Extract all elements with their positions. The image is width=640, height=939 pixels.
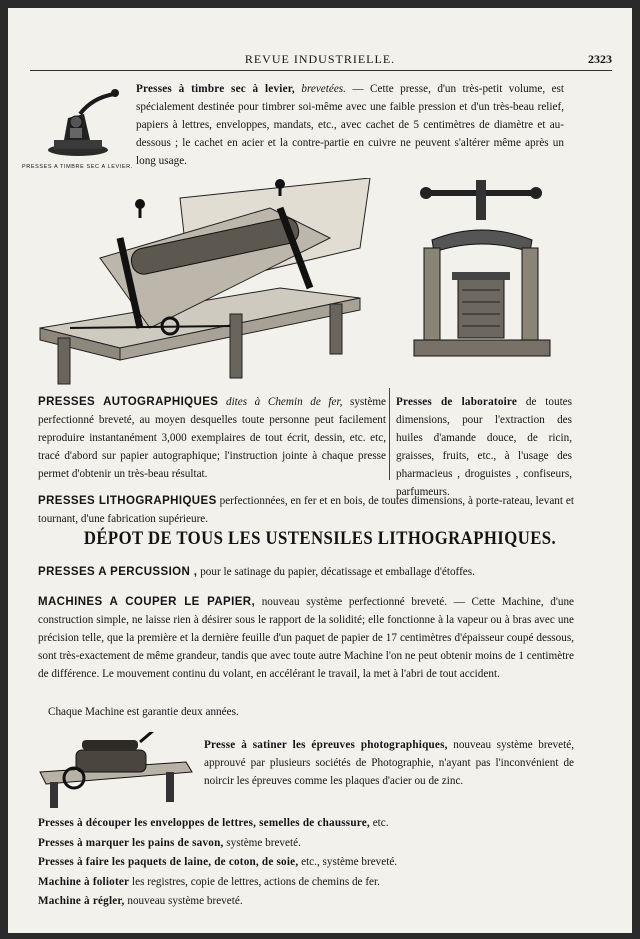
satiner-press-illustration	[36, 732, 196, 810]
laboratoire-paragraph	[396, 393, 572, 501]
list-item: Machine à régler, nouveau système breveté.	[38, 895, 243, 907]
laboratory-press-illustration	[412, 180, 552, 360]
list-item: Presses à découper les enveloppes de lettres, semelles de chaussure, etc.	[38, 817, 389, 829]
document-page	[8, 8, 632, 933]
list-item: Presses à faire les paquets de laine, de coton, de soie, etc., système breveté.	[38, 856, 398, 868]
product-list	[38, 814, 574, 912]
laboratoire-text: de toutes dimensions, pour l'extraction des huiles d'amande douce, de ricin, graisses, fruits, etc., à l'usage des pharmacieus , droguistes , confiseurs, parfumeurs.	[396, 396, 572, 498]
timbre-caption: PRESSES A TIMBRE SEC A LEVIER.	[22, 164, 133, 170]
lithographiques-title: PRESSES LITHOGRAPHIQUES	[38, 495, 217, 507]
lithographiques-paragraph	[38, 492, 574, 528]
autographiques-text: système perfectionné breveté, au moyen desquelles toute personne peut facilement reproduire instantanément 3,000 exemplaires de tout écrit, dessin, etc. etc, tracé d'abord sur papier autographique; l'instruction jointe à chaque presse permet d'obtenir un très-beau résultat.	[38, 396, 387, 480]
list-item: Machine à folioter les registres, copie de lettres, actions de chemins de fer.	[38, 875, 380, 888]
header-rule	[30, 70, 612, 71]
timbre-qualifier: brevetées.	[301, 83, 346, 95]
running-header: REVUE INDUSTRIELLE.	[244, 52, 396, 66]
satiner-paragraph	[204, 736, 574, 790]
autographiques-title: PRESSES AUTOGRAPHIQUES	[38, 396, 219, 408]
timbre-title: Presses à timbre sec à levier,	[136, 83, 295, 95]
page-number: 2323	[588, 52, 612, 66]
column-divider	[389, 388, 390, 480]
timbre-press-illustration	[34, 84, 122, 160]
autographiques-paragraph	[38, 393, 386, 483]
timbre-text: — Cette presse, d'un très-petit volume, est spécialement destinée pour timbrer soi-même avec une faible pression et d'un très-beau relief, papiers à lettres, enveloppes, mandats, etc., avec cachet de 5 centimètres de diamètre et au-dessous ; le cachet en acier et la contre-partie en cuivre ne peuvent s'altérer même après un long usage.	[136, 83, 564, 167]
satiner-title: Presse à satiner les épreuves photographiques,	[204, 739, 448, 751]
percussion-title: PRESSES A PERCUSSION ,	[38, 566, 198, 578]
timbre-paragraph	[136, 80, 564, 170]
percussion-text: pour le satinage du papier, décatissage et emballage d'étoffes.	[200, 566, 475, 578]
satiner-text: nouveau système breveté, approuvé par plusieurs sociétés de Photographie, n'ayant pas l'inconvénient de noircir les épreuves comme les plaques d'acier ou de zinc.	[204, 739, 574, 787]
depot-heading: DÉPOT DE TOUS LES USTENSILES LITHOGRAPHIQUES.	[83, 528, 557, 549]
autographiques-qualifier: dites à Chemin de fer,	[225, 396, 343, 408]
autographic-press-illustration	[30, 178, 372, 388]
couper-guarantee: Chaque Machine est garantie deux années.	[48, 706, 239, 718]
couper-title: MACHINES A COUPER LE PAPIER,	[38, 596, 256, 608]
lithographiques-text: perfectionnées, en fer et en bois, de toutes dimensions, à porte-rateau, levant et tournant, d'une fabrication supérieure.	[38, 495, 574, 525]
couper-text: nouveau système perfectionné breveté. — Cette Machine, d'une construction simple, ne laisse rien à désirer sous le rapport de la solidité; elle fonctionne à la vapeur ou à bras avec une précision telle, que la première et la dernière feuille d'un paquet de papier de 17 centimètres d'épaisseur coupé dessous, sont très-exactement de même grandeur, tandis que avec toute autre Machine l'on ne peut obtenir moins de 1 centimètre de différence. Le mouvement continu du volant, en accélérant le travail, la met à l'abri de tout accident.	[38, 596, 575, 680]
couper-paragraph	[38, 593, 574, 683]
list-item: Presses à marquer les pains de savon, système breveté.	[38, 836, 301, 849]
laboratoire-title: Presses de laboratoire	[396, 396, 518, 408]
percussion-paragraph	[38, 563, 574, 581]
